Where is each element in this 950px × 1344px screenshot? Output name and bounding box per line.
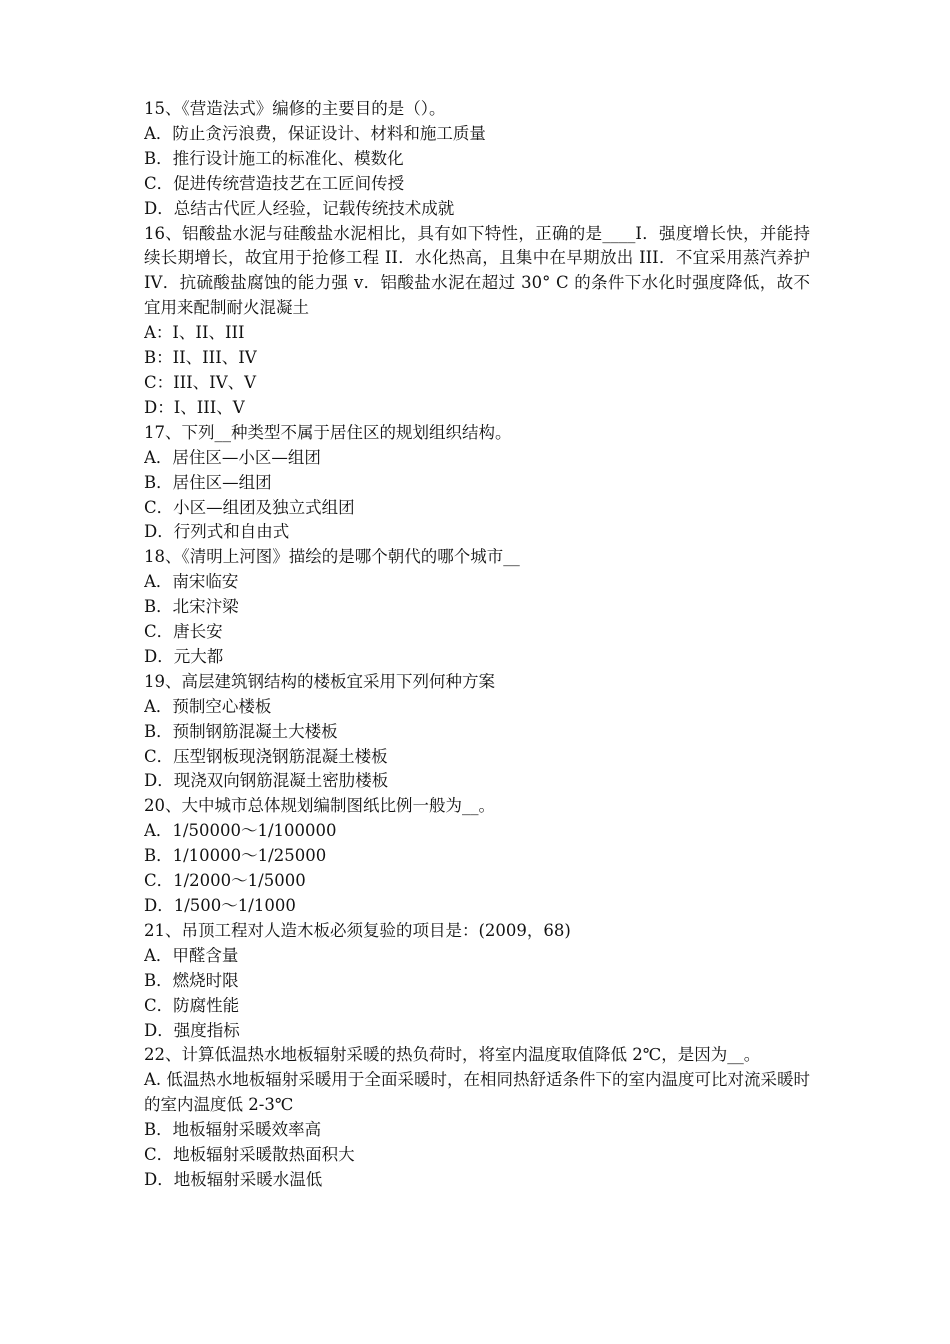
option-d: D．总结古代匠人经验，记载传统技术成就: [144, 198, 455, 218]
option-c: C．促进传统营造技艺在工匠间传授: [144, 173, 405, 193]
option-d: D．强度指标: [144, 1020, 240, 1040]
option-b: B．地板辐射采暖效率高: [144, 1120, 322, 1140]
option-a: A．甲醛含量: [144, 945, 239, 965]
question-21: [144, 919, 810, 1044]
option-c: C．压型钢板现浇钢筋混凝土楼板: [144, 746, 388, 766]
option-b: B：II、III、IV: [144, 348, 257, 368]
option-c: C：III、IV、V: [144, 372, 257, 392]
option-d: D．元大都: [144, 646, 224, 666]
option-d: D．行列式和自由式: [144, 522, 290, 542]
option-b: B．推行设计施工的标准化、模数化: [144, 148, 404, 168]
question-22: [144, 1043, 810, 1192]
option-a: A．1/50000～1/100000: [144, 821, 337, 841]
question-18: [144, 545, 810, 670]
option-d: D．现浇双向钢筋混凝土密肋楼板: [144, 771, 389, 791]
question-stem: 20、大中城市总体规划编制图纸比例一般为__。: [144, 796, 495, 816]
option-b: B．北宋汴梁: [144, 597, 239, 617]
option-b: B．1/10000～1/25000: [144, 846, 327, 866]
question-stem: 22、计算低温热水地板辐射采暖的热负荷时，将室内温度取值降低 2℃，是因为__。: [144, 1045, 761, 1065]
question-16: [144, 222, 810, 421]
option-b: B．居住区—组团: [144, 472, 272, 492]
option-c: C．防腐性能: [144, 995, 240, 1015]
question-stem: 17、下列__种类型不属于居住区的规划组织结构。: [144, 422, 512, 442]
option-a: A：I、II、III: [144, 323, 245, 343]
question-stem: 21、吊顶工程对人造木板必须复验的项目是：(2009，68): [144, 920, 571, 940]
option-d: D：I、III、V: [144, 397, 245, 417]
option-c: C．1/2000～1/5000: [144, 871, 306, 891]
option-d: D．1/500～1/1000: [144, 896, 296, 915]
option-b: B．预制钢筋混凝土大楼板: [144, 721, 338, 741]
question-stem: 15、《营造法式》编修的主要目的是（）。: [144, 99, 446, 118]
option-c: C．小区—组团及独立式组团: [144, 497, 355, 517]
option-d: D．地板辐射采暖水温低: [144, 1169, 323, 1189]
option-a: A. 低温热水地板辐射采暖用于全面采暖时，在相同热舒适条件下的室内温度可比对流采暖时的室内温度低 2-3℃: [144, 1070, 810, 1115]
option-a: A．南宋临安: [144, 572, 239, 592]
option-b: B．燃烧时限: [144, 970, 239, 990]
question-stem: 18、《清明上河图》描绘的是哪个朝代的哪个城市__: [144, 547, 520, 567]
option-c: C．唐长安: [144, 622, 223, 642]
question-stem: 16、铝酸盐水泥与硅酸盐水泥相比，具有如下特性，正确的是____I．强度增长快，并能持续长期增长，故宜用于抢修工程 II．水化热高，且集中在早期放出 III．不宜采用蒸汽养护 IV．抗硫酸盐腐蚀的能力强 v．铝酸盐水泥在超过 30° C 的条件下水化时强度降低，故不宜用来配制耐火混凝土: [144, 223, 810, 318]
option-a: A．防止贪污浪费，保证设计、材料和施工质量: [144, 123, 486, 143]
question-stem: 19、高层建筑钢结构的楼板宜采用下列何种方案: [144, 671, 495, 691]
option-a: A．预制空心楼板: [144, 696, 272, 716]
option-a: A．居住区—小区—组团: [144, 447, 321, 467]
question-17: [144, 421, 810, 546]
option-c: C．地板辐射采暖散热面积大: [144, 1145, 355, 1165]
question-19: [144, 670, 810, 795]
question-list: [144, 97, 810, 1193]
question-15: [144, 97, 810, 222]
question-20: [144, 794, 810, 919]
